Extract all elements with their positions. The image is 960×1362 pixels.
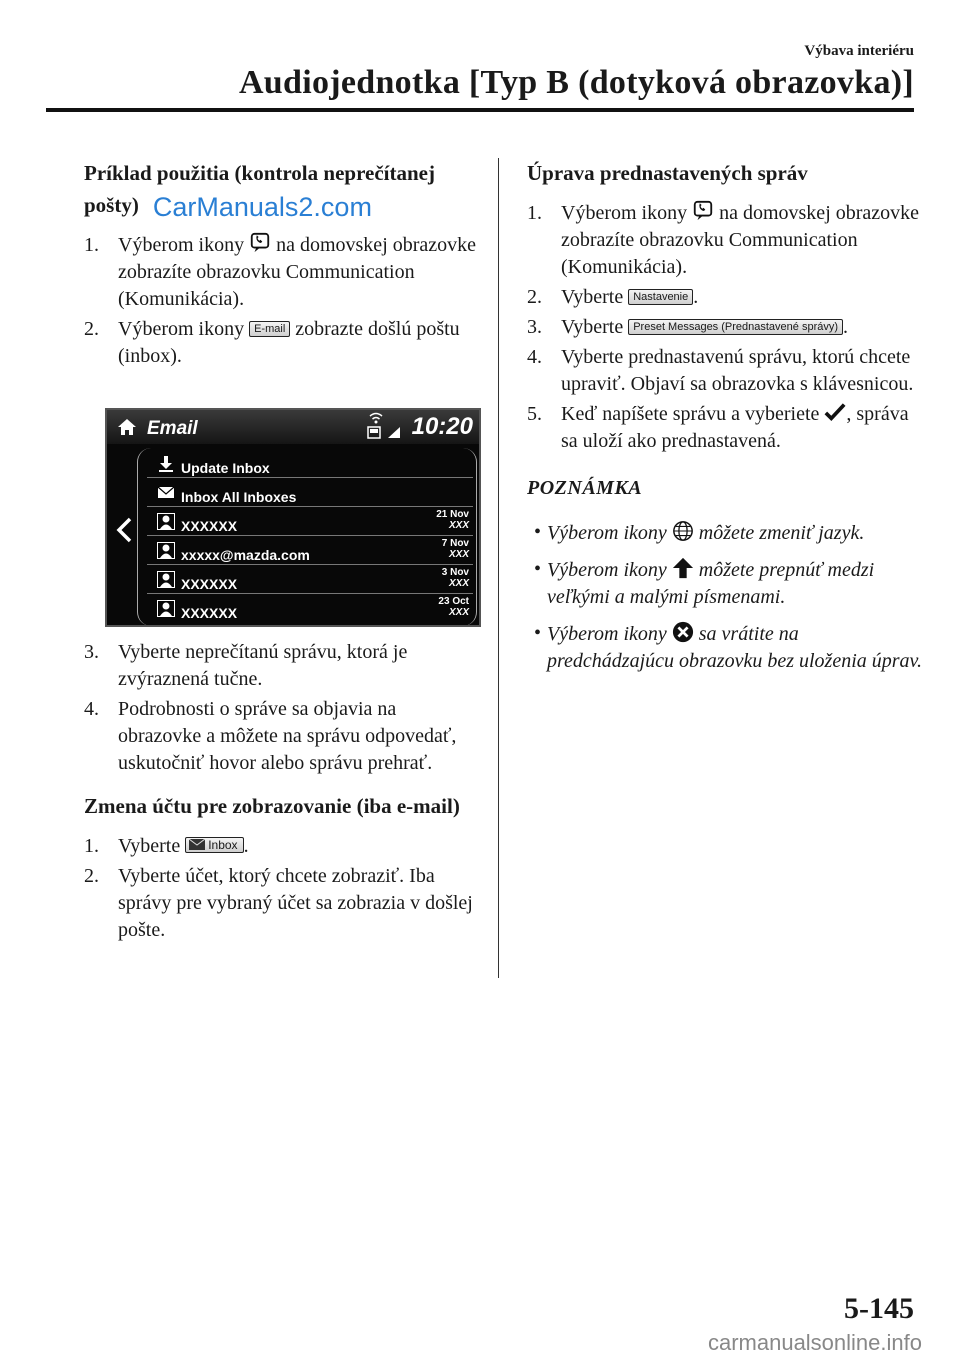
message-date: 3 Nov XXX — [441, 567, 469, 589]
section-title-preset: Úprava prednastavených správ — [527, 161, 808, 185]
left-column — [84, 158, 484, 947]
page-title: Audiojednotka [Typ B (dotyková obrazovka)] — [238, 64, 914, 101]
phone-icon — [367, 425, 381, 439]
step-item: 1. Výberom ikony na domovskej obrazovke zobrazíte obrazovku Communication (Komunikácia). — [84, 234, 477, 310]
inbox-all-row[interactable]: Inbox All Inboxes — [147, 479, 473, 507]
person-icon — [157, 513, 175, 530]
step-item: 5. Keď napíšete správu a vyberiete , správa sa uloží ako prednastavená. — [527, 403, 909, 452]
step-item: 2. Vyberte Nastavenie . — [527, 284, 922, 311]
step-number: 1. — [84, 234, 99, 256]
email-button[interactable]: E-mail — [249, 321, 290, 337]
back-arrow-icon[interactable] — [115, 516, 133, 544]
note-item: • Výberom ikony môžete prepnúť medzi veľkými a malými písmenami. — [534, 558, 875, 608]
section-title-unread: Príklad použitia (kontrola neprečítanej pošty) CarManuals2.com — [84, 161, 435, 222]
step-number: 3. — [84, 641, 99, 663]
step-item: 4. Podrobnosti o správe sa objavia na obrazovke a môžete na správu odpovedať, uskutočniť hovor alebo správu prehrať. — [84, 698, 457, 774]
message-row[interactable]: XXXXXX 3 Nov XXX — [147, 566, 473, 594]
shift-arrow-icon — [672, 557, 694, 579]
settings-button[interactable]: Nastavenie — [628, 289, 693, 305]
person-icon — [157, 542, 175, 559]
step-item: 3. Vyberte neprečítanú správu, ktorá je zvýraznená tučne. — [84, 641, 408, 690]
communication-icon — [692, 200, 714, 222]
step-item: 4. Vyberte prednastavenú správu, ktorú chcete upraviť. Objaví sa obrazovka s klávesnicou. — [527, 346, 914, 395]
step-number: 4. — [84, 698, 99, 720]
message-date: 7 Nov XXX — [441, 538, 469, 560]
envelope-icon — [189, 839, 205, 850]
signal-icon — [387, 426, 401, 438]
header-rule — [46, 108, 914, 112]
clock: 10:20 — [411, 413, 473, 440]
message-row[interactable]: XXXXXX 23 Oct XXX — [147, 595, 473, 623]
envelope-icon — [157, 484, 175, 501]
column-divider — [498, 158, 499, 978]
step-item: 3. Vyberte Preset Messages (Prednastavené správy) . — [527, 314, 922, 341]
note-item: • Výberom ikony môžete zmeniť jazyk. — [534, 521, 865, 544]
step-number: 5. — [527, 403, 542, 425]
screen-title: Email — [147, 418, 198, 439]
step-item: 2. Výberom ikony E-mail zobrazte došlú poštu (inbox). — [84, 318, 460, 367]
globe-icon — [672, 520, 694, 542]
step-item: 2. Vyberte účet, ktorý chcete zobraziť. Iba správy pre vybraný účet sa zobrazia v došlej pošte. — [84, 865, 473, 941]
checkmark-icon — [824, 401, 846, 423]
note-title: POZNÁMKA — [527, 477, 643, 499]
right-column — [527, 158, 922, 685]
update-inbox-row[interactable]: Update Inbox — [147, 450, 473, 478]
wifi-icon — [369, 412, 383, 424]
step-number: 1. — [84, 835, 99, 857]
step-item: 1. Vyberte Inbox . — [84, 833, 484, 860]
watermark: CarManuals2.com — [152, 192, 372, 222]
home-icon[interactable] — [117, 418, 137, 436]
email-screen — [105, 408, 481, 627]
step-number: 2. — [84, 865, 99, 887]
footer-watermark: carmanualsonline.info — [707, 1330, 922, 1355]
step-number: 4. — [527, 346, 542, 368]
message-row[interactable]: xxxxx@mazda.com 7 Nov XXX — [147, 537, 473, 565]
message-date: 21 Nov XXX — [436, 509, 469, 531]
step-number: 2. — [84, 318, 99, 340]
section-title-account: Zmena účtu pre zobrazovanie (iba e-mail) — [84, 794, 460, 818]
person-icon — [157, 600, 175, 617]
person-icon — [157, 571, 175, 588]
header-section: Výbava interiéru — [804, 43, 914, 59]
close-icon — [672, 621, 694, 643]
message-date: 23 Oct XXX — [438, 596, 469, 618]
page-number: 5-145 — [844, 1292, 914, 1325]
message-row[interactable]: XXXXXX 21 Nov XXX — [147, 508, 473, 536]
step-number: 3. — [527, 316, 542, 338]
preset-messages-button[interactable]: Preset Messages (Prednastavené správy) — [628, 319, 843, 335]
communication-icon — [249, 232, 271, 254]
step-number: 1. — [527, 202, 542, 224]
inbox-button[interactable]: Inbox — [185, 837, 243, 853]
step-number: 2. — [527, 286, 542, 308]
download-icon — [157, 455, 175, 472]
step-item: 1. Výberom ikony na domovskej obrazovke zobrazíte obrazovku Communication (Komunikácia). — [527, 202, 920, 278]
note-item: • Výberom ikony sa vrátite na predchádzajúcu obrazovku bez uloženia úprav. — [534, 622, 922, 672]
